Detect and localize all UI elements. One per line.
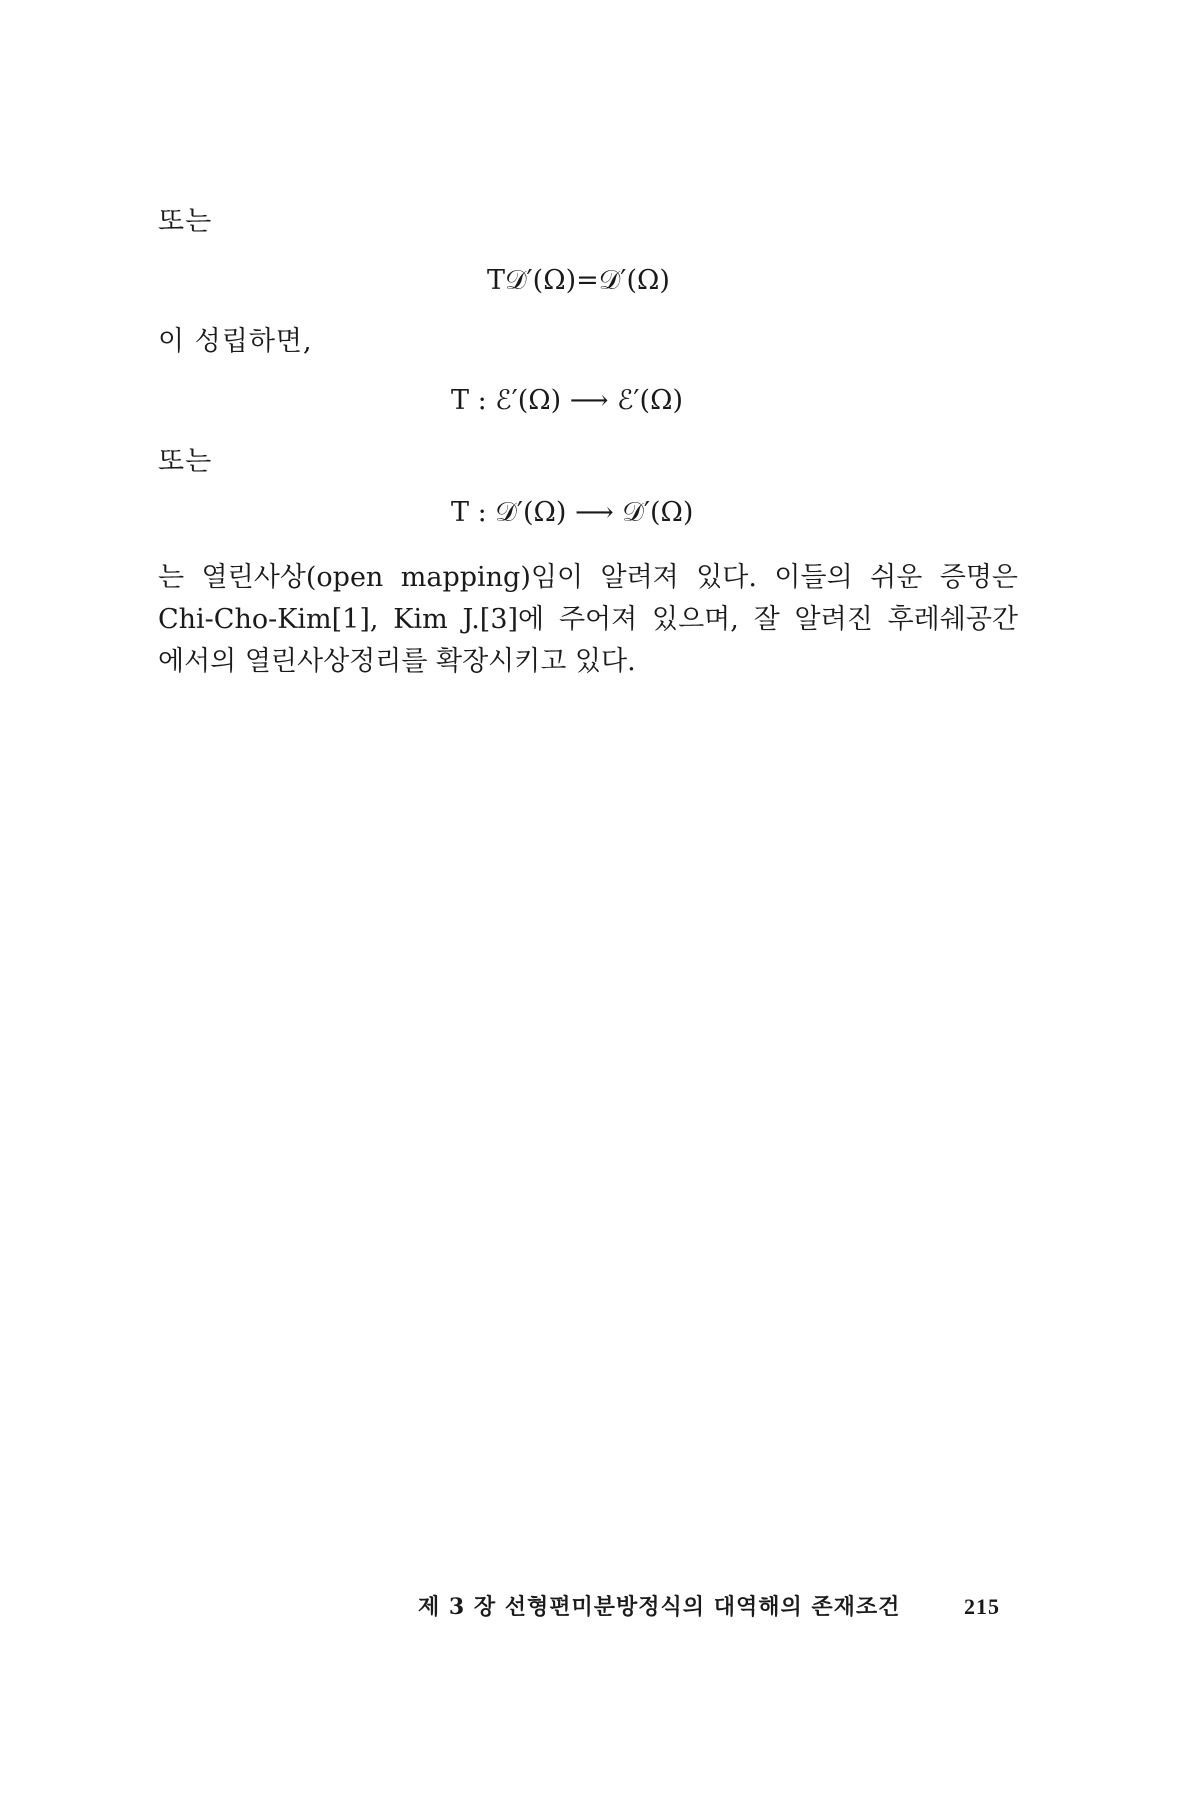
- formula-equality: T𝒟′(Ω)=𝒟′(Ω): [487, 265, 670, 296]
- formula-mapping-e: T : ℰ′(Ω) ⟶ ℰ′(Ω): [451, 385, 684, 416]
- or-label-1: 또는: [158, 206, 213, 237]
- running-head: 제 3 장 선형편미분방정식의 대역해의 존재조건: [418, 1594, 901, 1620]
- formula-mapping-d: T : 𝒟′(Ω) ⟶ 𝒟′(Ω): [451, 497, 694, 528]
- paragraph-line: 에서의 열린사상정리를 확장시키고 있다.: [158, 646, 636, 677]
- condition-text: 이 성립하면,: [158, 326, 313, 357]
- body-paragraph: [158, 557, 1018, 683]
- page-footer: [418, 1593, 1018, 1621]
- page-number: 215: [964, 1594, 1000, 1619]
- or-label-2: 또는: [158, 446, 213, 477]
- paragraph-line: Chi-Cho-Kim[1], Kim J.[3]에 주어져 있으며, 잘 알려진 후레쉐공간: [158, 604, 1018, 635]
- paragraph-line: 는 열린사상(open mapping)임이 알려져 있다. 이들의 쉬운 증명은: [158, 562, 1018, 593]
